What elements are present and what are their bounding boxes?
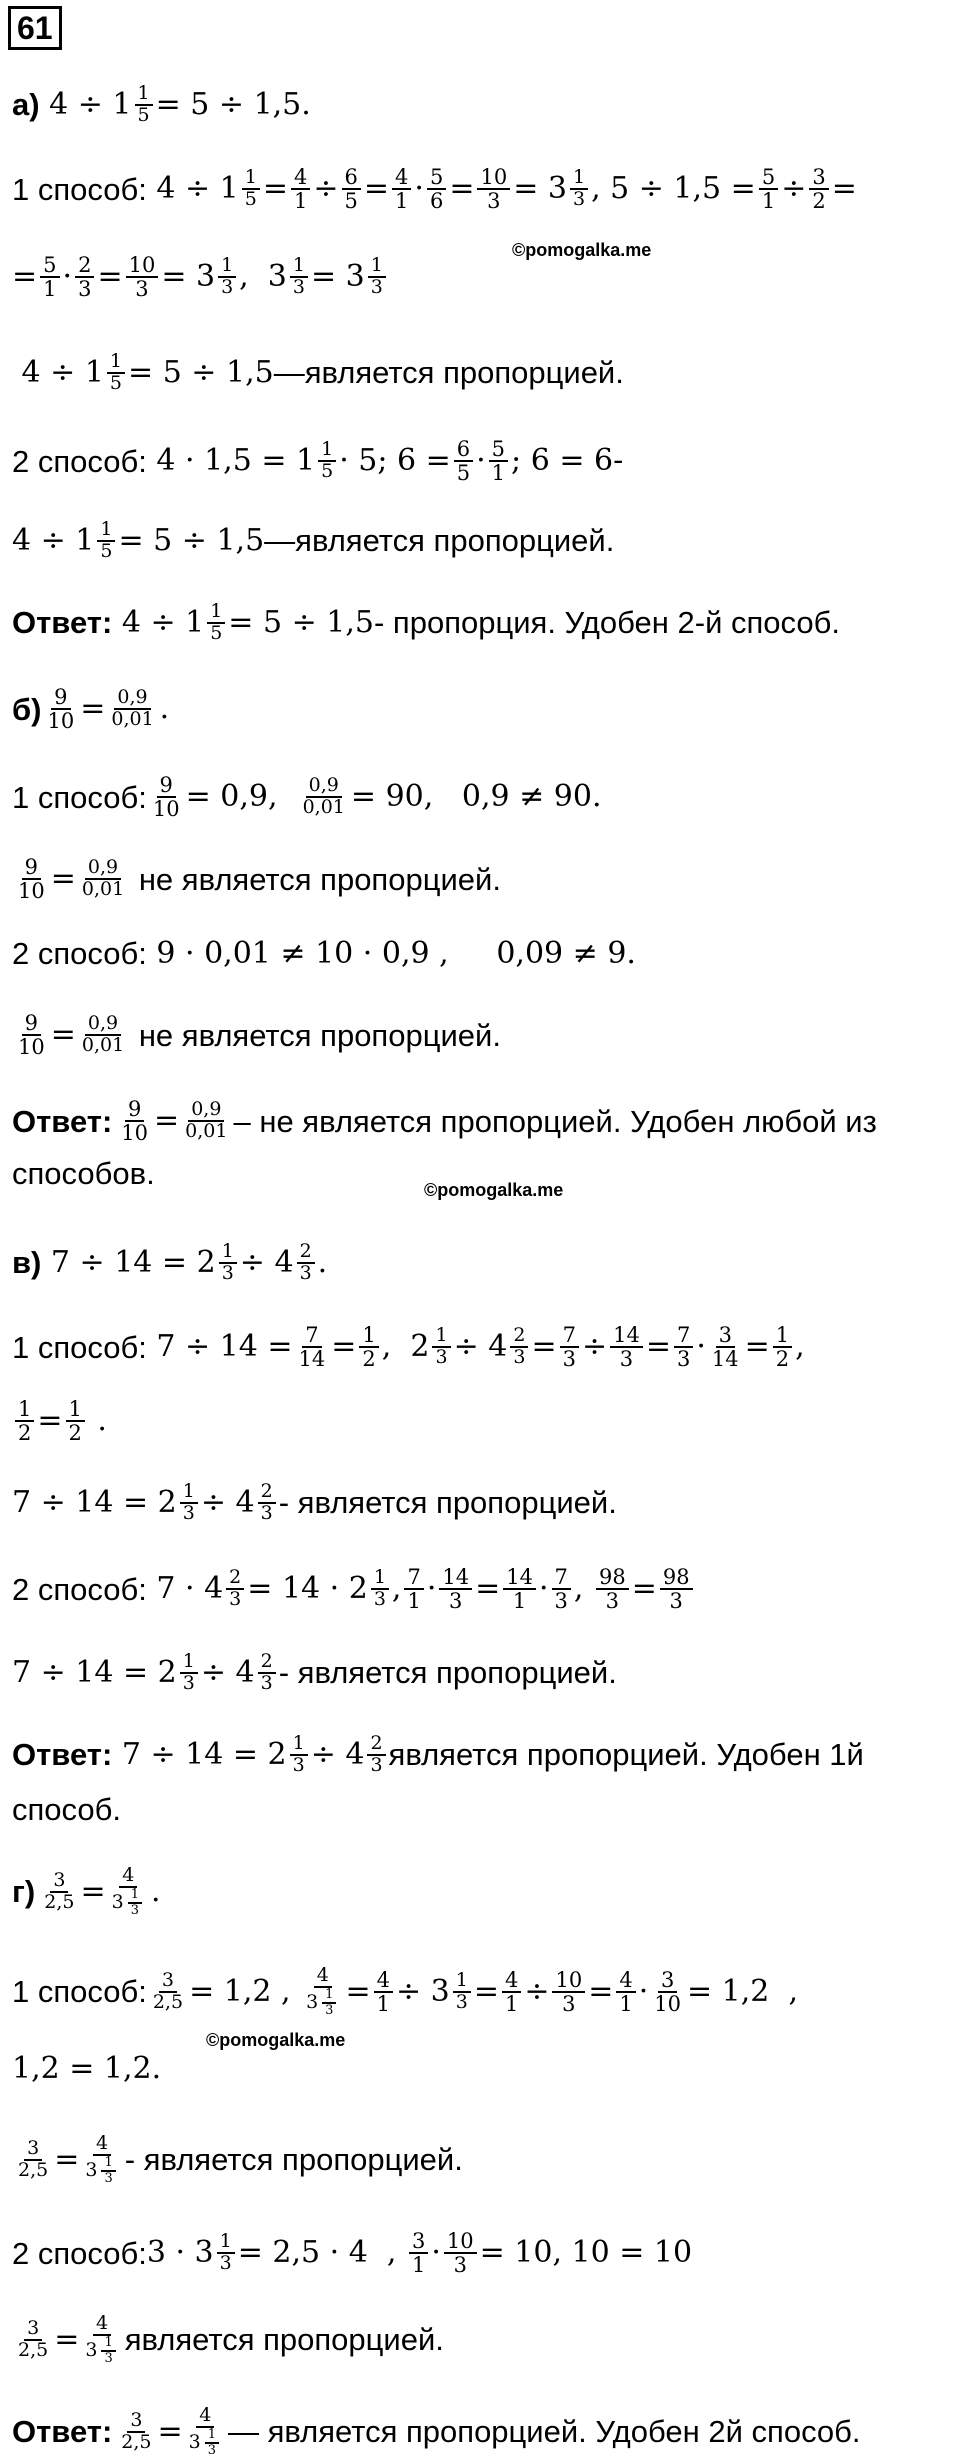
part-b-way2: 2 способ: 9 · 0,01 ≠ 10 · 0,9 , 0,09 ≠ 9. [12,935,636,971]
part-g-header: г) $\frac{3}{2,5}$ = 4 3 1 3 . [12,1864,161,1918]
part-b-answer: Ответ: $\frac{9}{10}$ = $\frac{0,9}{0,01}$ – не является пропорцией. Удобен любой из [12,1097,877,1146]
part-v-way2-result: 7 ÷ 14 = 2 $\frac{1}{3}$ ÷ 4 2 3 - является пропорцией. [12,1650,617,1694]
part-g-way1: 1 способ: $\frac{3}{2,5}$ = 1,2 , 4 3 1 3 = $\frac{4}{1}$ ÷ 3 $\frac{1}{3}$ = $\frac{4}{1}$ ÷ $\frac{10}{3}$ = $\frac{4}{1}$ · $\frac{3}{10}$ = 1,2 , [12,1964,798,2018]
part-a-way1-line2: = $\frac{5}{1}$ · $\frac{2}{3}$ = $\frac{10}{3}$ = 3 1 3 , 3 $\frac{1}{3}$ = 3 1 3 [12,254,389,300]
part-v-way2: 2 способ: 7 · 4 $\frac{2}{3}$ = 14 · 2 1 3 , 7 1 · $\frac{14}{3}$ = $\frac{14}{1}$ · 7 3 , $\frac{98}{3}$ = $\frac{98}{3}$ [12,1566,696,1612]
task-number: 61 [8,6,62,50]
part-v-answer-cont: способ. [12,1792,121,1827]
watermark-1: ©pomogalka.me [512,240,652,260]
part-g-way2-result: $\frac{3}{2,5}$ = 4 3 1 3 является пропорцией. [18,2312,444,2366]
part-a-way2: 2 способ: 4 · 1,5 = 1 1 5 · 5; 6 = $\frac{6}{5}$ · 5 1 ; 6 = 6- [12,437,624,486]
part-v-way1: 1 способ: 7 ÷ 14 = $\frac{7}{14}$ = $\frac{1}{2}$ , 2 $\frac{1}{3}$ ÷ 4 $\frac{2}{3}$ = $\frac{7}{3}$ ÷ $\frac{14}{3}$ = $\frac{7}{3}$ · $\frac{3}{14}$ = $\frac{1}{2}$ , [12,1323,805,1372]
part-b-way1-result: $\frac{9}{10}$ = $\frac{0,9}{0,01}$ не является пропорцией. [18,855,501,904]
part-g-answer: Ответ: $\frac{3}{2,5}$ = 4 3 1 3 — является пропорцией. Удобен 2й способ. [12,2404,861,2458]
label-a: а) [12,87,40,123]
watermark-2: ©pomogalka.me [424,1180,564,1200]
part-a-way1-result: 4 ÷ 1 $\frac{1}{5}$ = 5 ÷ 1,5 —является пропорцией. [12,350,624,394]
part-v-way1-result: 7 ÷ 14 = 2 $\frac{1}{3}$ ÷ 4 2 3 - является пропорцией. [12,1480,617,1524]
part-v-way1-cont: $\frac{1}{2}$ = $\frac{1}{2}$ . [12,1398,107,1444]
part-g-way1-result: $\frac{3}{2,5}$ = 4 3 1 3 - является пропорцией. [18,2132,463,2186]
part-a-way1-line1: 1 способ: 4 ÷ 1 $\frac{1}{5}$ = $\frac{4}{1}$ ÷ $\frac{6}{5}$ = $\frac{4}{1}$ · $\frac{5}{6}$ = $\frac{10}{3}$ = 3 1 3 , 5 ÷ 1,5 = $\frac{5}{1}$ ÷ $\frac{3}{2}$ = [12,165,857,214]
part-a-header: а) 4 ÷ 1 $\frac{1}{5}$ = 5 ÷ 1,5. [12,82,311,126]
part-b-way1: 1 способ: $\frac{9}{10}$ = 0,9, $\frac{0,9}{0,01}$ = 90, 0,9 ≠ 90. [12,773,602,822]
part-b-way2-result: $\frac{9}{10}$ = $\frac{0,9}{0,01}$ не является пропорцией. [18,1011,501,1060]
part-b-header: б) $\frac{9}{10}$ = $\frac{0,9}{0,01}$ . [12,685,170,734]
part-a-answer: Ответ: 4 ÷ 1 $\frac{1}{5}$ = 5 ÷ 1,5 - пропорция. Удобен 2-й способ. [12,600,840,644]
part-a-way2-result: 4 ÷ 1 $\frac{1}{5}$ = 5 ÷ 1,5 —является пропорцией. [12,518,615,562]
part-b-answer-cont: способов. [12,1156,155,1191]
part-v-header: в) 7 ÷ 14 = 2 $\frac{1}{3}$ ÷ 4 2 3 . [12,1240,328,1284]
part-v-answer: Ответ: 7 ÷ 14 = 2 $\frac{1}{3}$ ÷ 4 2 3 является пропорцией. Удобен 1й [12,1732,864,1776]
part-g-way2: 2 способ: 3 · 3 $\frac{1}{3}$ = 2,5 · 4 , 3 1 · $\frac{10}{3}$ = 10, 10 = 10 [12,2229,693,2278]
watermark-3: ©pomogalka.me [206,2030,346,2050]
part-g-way1-cont: 1,2 = 1,2. [12,2051,162,2086]
